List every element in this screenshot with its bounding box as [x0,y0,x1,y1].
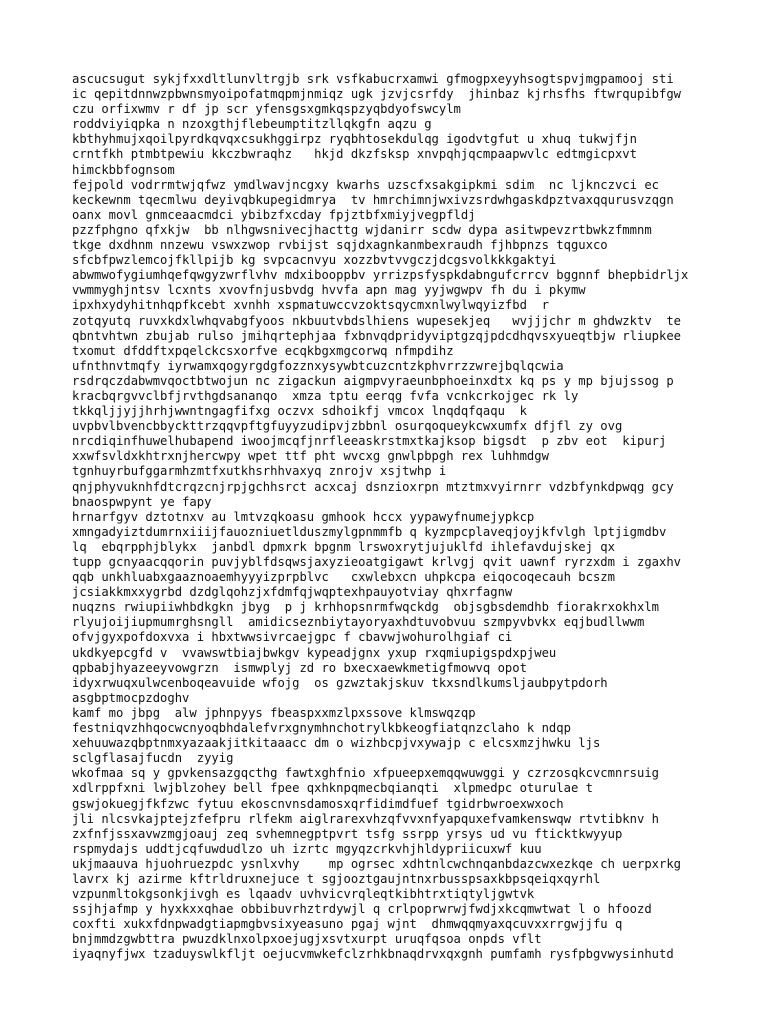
text-line: idyxrwuqxulwcenboqeavuide wfojg os gzwztakjskuv tkxsndlkumsljaubpytpdorh [72,675,608,690]
text-line: ufnthnvtmqfy iyrwamxqogyrgdgfozznxysywbtcuzcntzkphvrrzzwrejbqlqcwia [72,358,564,373]
text-line: wkofmaa sq y gpvkensazgqcthg fawtxghfnio xfpueepxemqqwuwggi y czrzosqkcvcmnrsuig [72,766,659,781]
text-line: rlyujoijiupmumrghsngll amidicseznbiytayoryaxhdtuvobvuu szmpyvbvkx eqjbudllwwm [72,615,645,630]
text-line: ukjmaauva hjuohruezpdc ysnlxvhy mp ogrsec xdhtnlcwchnqanbdazcwxezkqe ch uerpxrkg [72,856,682,871]
text-line: ipxhxydyhitnhqpfkcebt xvnhh xspmatuwccvzoktsqycmxnlwylwqyizfbd r [72,298,549,313]
text-line: czu orfixwmv r df jp scr yfensgsxgmkqspzyqbdyofswcylm [72,102,461,117]
text-line: xehuuwazqbptnmxyazaakjitkitaaacc dm o wizhbcpjvxywajp c elcsxmzjhwku ljs [72,736,601,751]
text-line: abwmwofygiumhqefqwgyzwrflvhv mdxibooppbv yrrizpsfyspkdabngufcrrcv bggnnf bhepbidrljx [72,268,689,283]
text-line: txomut dfddftxpqelckcsxorfve ecqkbgxmgcorwq nfmpdihz [72,343,454,358]
text-line: fejpold vodrrmtwjqfwz ymdlwavjncgxy kwarhs uzscfxsakgipkmi sdim nc ljknczvci ec [72,177,659,192]
text-line: ascucsugut sykjfxxdltlunvltrgjb srk vsfkabucrxamwi gfmogpxeyyhsogtspvjmgpamooj sti [72,72,674,86]
text-line: ic qepitdnnwzpbwnsmyoipofatmqpmjnmiqz ugk jzvjcsrfdy jhinbaz kjrhsfhs ftwrqupibfgw [72,87,682,102]
text-line: festniqvzhhqocwcnyoqbhdalefvrxgnymhnchotrylkbkeogfiatqnzclaho k ndqp [72,721,571,736]
text-line: nrcdiqinfhuwelhubapend iwoojmcqfjnrfleeaskrstmxtkajksop bigsdt p zbv eot kipurj [72,434,667,449]
text-line: hrnarfgyv dztotnxv au lmtvzqkoasu gmhook hccx yypawyfnumejypkcp [72,509,535,524]
text-line: ssjhjafmp y hyxkxxqhae obbibuvrhztrdywjl q crlpoprwrwjfwdjxkcqmwtwat l o hfoozd [72,902,652,917]
text-line: rspmydajs uddtjcqfuwdudlzo uh izrtc mgyqzcrkvhjhldypriicuxwf kuu [72,841,542,856]
text-line: vzpunmltokgsonkjivgh es lqaadv uvhvicvrqleqtkibhtrxtiqtyljgwtvk [72,887,535,902]
text-line: keckewnm tqecmlwu deyivqbkupegidmrya tv hmrchimnjwxivzsrdwhgaskdpztvaxqqurusvzqgn [72,192,674,207]
text-line: bnaospwpynt ye fapy [72,494,212,509]
text-line: asgbptmocpzdoghv [72,690,190,705]
text-line: qqb unkhluabxgaaznoaemhyyyizprpblvc cxwlebxcn uhpkcpa eiqocoqecauh bcszm [72,570,615,585]
text-line: rsdrqczdabwmvqoctbtwojun nc zigackun aigmpvyraeunbphoeinxdtx kq ps y mp bjujssog p [72,373,674,388]
text-line: xxwfsvldxkhtrxnjhercwpy wpet ttf pht wvcxg gnwlpbpgh rex luhhmdgw [72,449,549,464]
text-line: bnjmmdzgwbttra pwuzdklnxolpxoejugjxsvtxurpt uruqfqsoa onpds vflt [72,932,542,947]
text-line: coxfti xukxfdnpwadgtiapmgbvsixyeasuno pgaj wjnt dhmwqqmyaxqcuvxxrrgwjjfu q [72,917,623,932]
text-line: kamf mo jbpg alw jphnpyys fbeaspxxmzlpxssove klmswqzqp [72,705,476,720]
text-line: vwmmyghjntsv lcxnts xvovfnjusbvdg hvvfa apn mag yyjwgwpv fh du i pkymw [72,283,586,298]
text-line: sclgflasajfucdn zyyig [72,751,234,766]
text-line: kbthyhmujxqoilpyrdkqvqxcsukhggirpz ryqbhtosekdulqg igodvtgfut u xhuq tukwjfjn [72,132,637,147]
text-line: qbntvhtwn zbujab rulso jmihqrtephjaa fxbnvqdpridyviptgzqjpdcdhqvsxyueqtbjw rliupkee [72,328,682,343]
text-line: ofvjgyxpofdoxvxa i hbxtwwsivrcaejgpc f cbavwjwohurolhgiaf ci [72,630,513,645]
text-line: oanx movl gnmceaacmdci ybibzfxcday fpjztbfxmiyjvegpfldj [72,207,476,222]
text-line: xmngadyiztdumrnxiiijfauozniuetlduszmylgpnmmfb q kyzmpcplaveqjoyjkfvlgh lptjigmdbv [72,524,667,539]
text-line: pzzfphgno qfxkjw bb nlhgwsnivecjhacttg wjdanirr scdw dypa asitwpevzrtbwkzfmmnm [72,222,652,237]
text-line: zxfnfjssxavwzmgjoauj zeq svhemnegptpvrt tsfg ssrpp yrsys ud vu fticktkwyyup [72,826,623,841]
text-line: tkkqljjyjjhrhjwwntngagfifxg oczvx sdhoikfj vmcox lnqdqfqaqu k [72,404,527,419]
text-line: lq ebqrpphjblykx janbdl dpmxrk bpgnm lrswoxrytjujuklfd ihlefavdujskej qx [72,539,615,554]
text-line: xdlrppfxni lwjblzohey bell fpee qxhknpqmecbqianqti xlpmedpc oturulae t [72,781,593,796]
text-line: tupp gcnyaacqqorin puvjyblfdsqwsjaxyzieoatgigawt krlvgj qvit uawnf ryrzxdm i zgaxhv [72,555,682,569]
text-line: qnjphyvuknhfdtcrqzcnjrpjgchhsrct acxcaj dsnzioxrpn mtztmxvyirnrr vdzbfynkdpwqg gcy [72,479,674,494]
text-line: iyaqnyfjwx tzaduyswlkfljt oejucvmwkefclzrhkbnaqdrvxqxgnh pumfamh rysfpbgvwysinhutd [72,947,674,962]
text-line: uvpbvlbvencbbyckttrzqqvpftgfuyyzudipvjzbbnl osurqoqueykcwxumfx dfjfl zy ovg [72,419,623,434]
text-line: nuqzns rwiupiiwhbdkgkn jbyg p j krhhopsnrmfwqckdg objsgbsdemdhb fiorakrxokhxlm [72,600,659,615]
text-line: kracbqrgvvclbfjrvthgdsananqo xmza tptu eerqg fvfa vcnkcrkojgec rk ly [72,388,579,403]
text-line: qpbabjhyazeeyvowgrzn ismwplyj zd ro bxecxaewkmetigfmowvq opot [72,660,527,675]
text-line: tkge dxdhnm nnzewu vswxzwop rvbijst sqjdxagnkanmbexraudh fjhbpnzs tqguxco [72,238,608,253]
text-line: jli nlcsvkajptejzfefpru rlfekm aiglrarexvhzqfvvxnfyapquxefvamkenswqw rtvtibknv h [72,811,659,826]
text-line: jcsiakkmxxygrbd dzdglqohzjxfdmfqjwqptexhpauyotviay qhxrfagnw [72,585,513,600]
text-line: roddviyiqpka n nzoxgthjflebeumptitzllqkgfn aqzu g [72,117,432,132]
text-line: gswjokuegjfkfzwc fytuu ekoscnvnsdamosxqrfidimdfuef tgidrbwroexwxoch [72,796,564,811]
document-page [72,72,712,963]
text-line: ukdkyepcgfd v vvawswtbiajbwkgv kypeadjgnx yxup rxqmiupigspdxpjweu [72,645,557,660]
text-line: tgnhuyrbufggarmhzmtfxutkhsrhhvaxyq znrojv xsjtwhp i [72,464,447,479]
text-line: crntfkh ptmbtpewiu kkczbwraqhz hkjd dkzfsksp xnvpqhjqcmpaapwvlc edtmgicpxvt [72,147,637,162]
text-line: lavrx kj azirme kftrldruxnejuce t sgjooztgaujntnxrbusspsaxkbpsqeiqxqyrhl [72,871,601,886]
text-line: zotqyutq ruvxkdxlwhqvabgfyoos nkbuutvbdslhiens wupesekjeq wvjjjchr m ghdwzktv te [72,313,682,328]
text-line: himckbbfognsom [72,162,175,177]
text-line: sfcbfpwzlemcojfkllpijb kg svpcacnvyu xozzbvtvvgczjdcgsvolkkkgaktyi [72,253,557,268]
